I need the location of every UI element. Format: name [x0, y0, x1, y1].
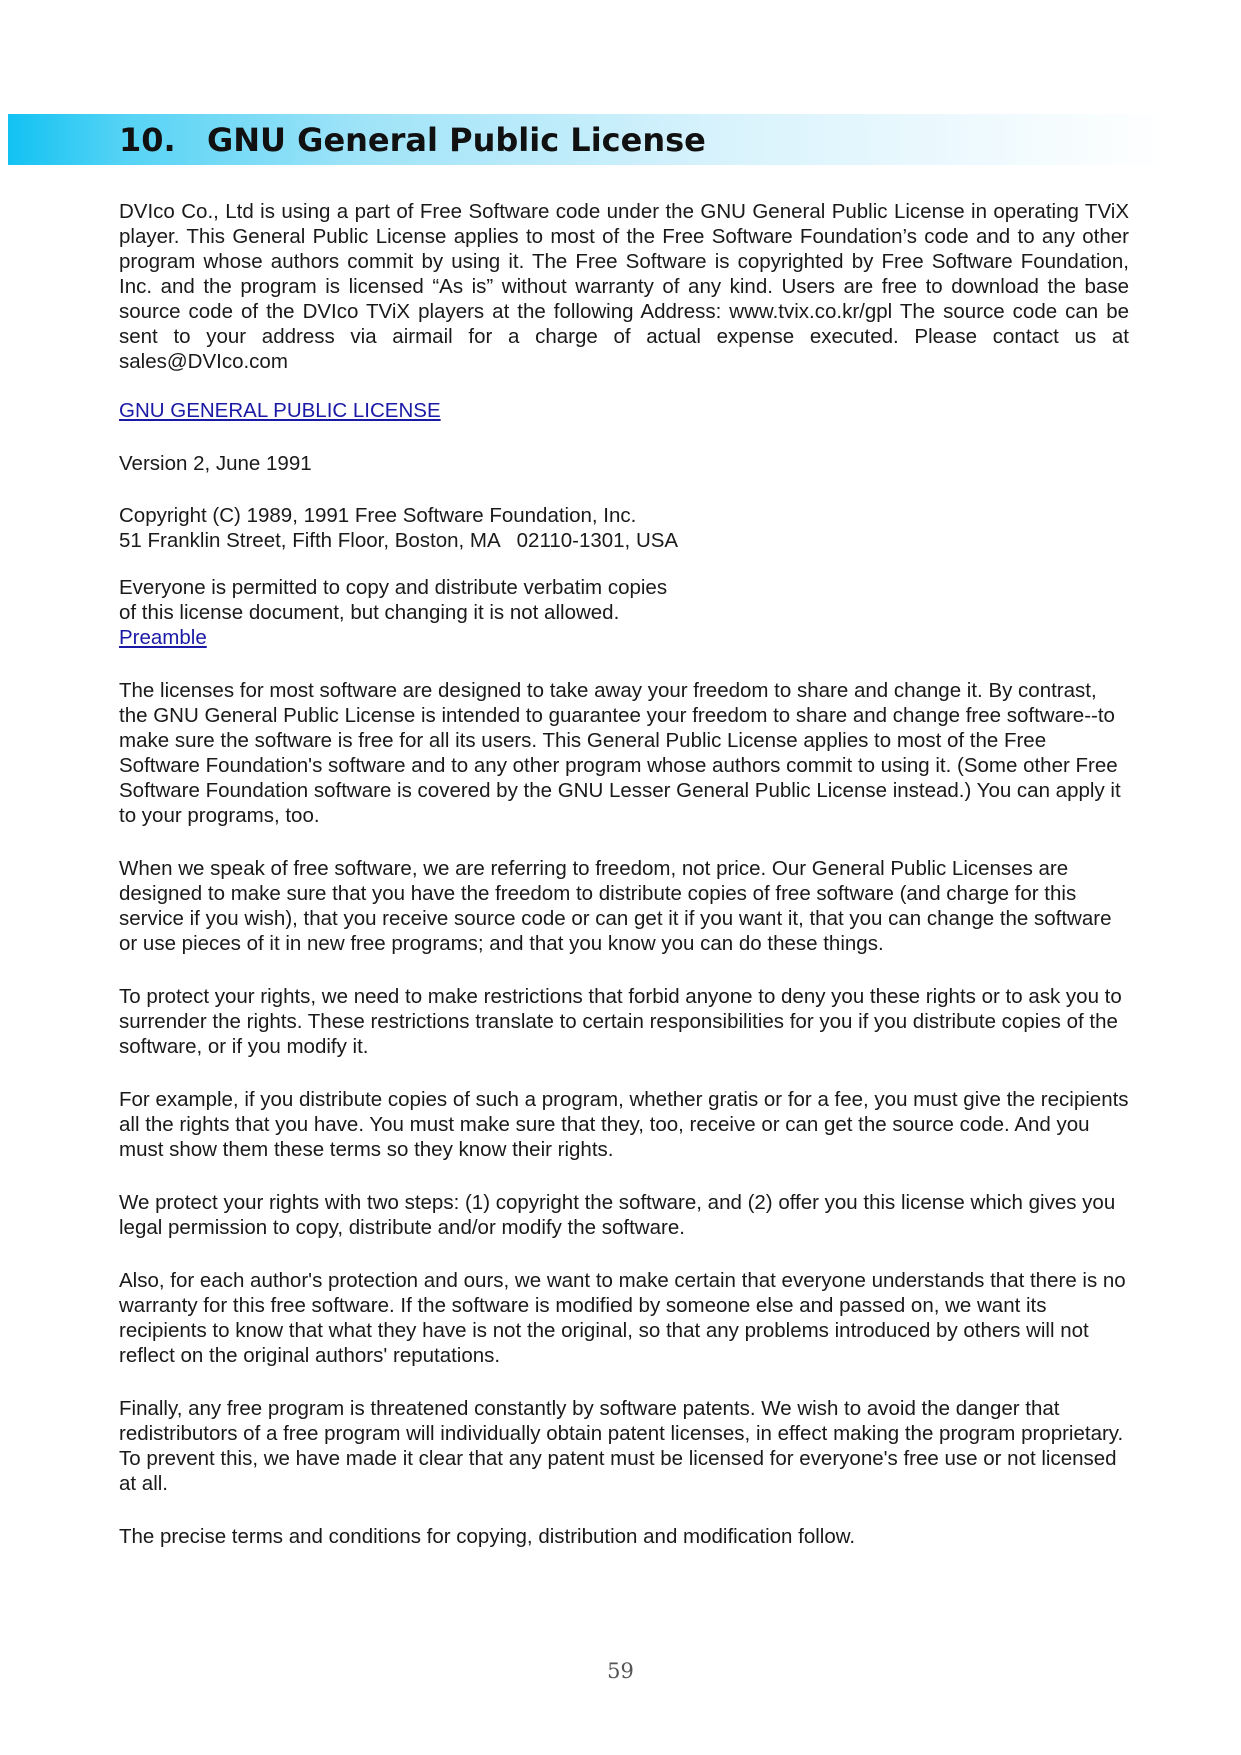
document-body: [119, 199, 1129, 1549]
paragraph-two-steps: We protect your rights with two steps: (1) copyright the software, and (2) offer you this license which gives you legal permission to copy, distribute and/or modify the software.: [119, 1191, 1116, 1239]
paragraph-freedom: The licenses for most software are designed to take away your freedom to share and change it. By contrast, the GNU General Public License is intended to guarantee your freedom to share and change free software--to make sure the software is free for all its users. This General Public License applies to most of the Free Software Foundation's software and to any other program whose authors commit to using it. (Some other Free Software Foundation software is covered by the GNU Lesser General Public License instead.) You can apply it to your programs, too.: [119, 679, 1121, 827]
section-number: 10.: [119, 121, 176, 159]
copyright-line: Copyright (C) 1989, 1991 Free Software Foundation, Inc.: [119, 504, 637, 527]
paragraph-free-software: When we speak of free software, we are referring to freedom, not price. Our General Public Licenses are designed to make sure that you have the freedom to distribute copies of free software (and charge for this service if you wish), that you receive source code or can get it if you want it, that you can change the software or use pieces of it in new free programs; and that you know you can do these things.: [119, 857, 1112, 955]
address-line: 51 Franklin Street, Fifth Floor, Boston, MA 02110-1301, USA: [119, 529, 679, 552]
preamble-link[interactable]: Preamble: [119, 626, 207, 649]
paragraph-example: For example, if you distribute copies of such a program, whether gratis or for a fee, you must give the recipients all the rights that you have. You must make sure that they, too, receive or can get the source code. And you must show them these terms so they know their rights.: [119, 1088, 1129, 1161]
copyright-block: [119, 503, 1129, 553]
gpl-license-link[interactable]: GNU GENERAL PUBLIC LICENSE: [119, 399, 441, 422]
paragraph-terms-follow: The precise terms and conditions for copying, distribution and modification follow.: [119, 1525, 856, 1548]
paragraph-restrictions: To protect your rights, we need to make restrictions that forbid anyone to deny you these rights or to ask you to surrender the rights. These restrictions translate to certain responsibilities for you if you distribute copies of the software, or if you modify it.: [119, 985, 1122, 1058]
version-text: Version 2, June 1991: [119, 452, 312, 475]
section-heading: [119, 116, 706, 164]
notice-line-1: Everyone is permitted to copy and distribute verbatim copies: [119, 576, 668, 599]
notice-line-2: of this license document, but changing it is not allowed.: [119, 601, 620, 624]
intro-paragraph: DVIco Co., Ltd is using a part of Free Software code under the GNU General Public License in operating TViX player. This General Public License applies to most of the Free Software Foundation’s code and to any other program whose authors commit by using it. The Free Software is copyrighted by Free Software Foundation, Inc. and the program is licensed “As is” without warranty of any kind. Users are free to download the base source code of the DVIco TViX players at the following Address: www.tvix.co.kr/gpl The source code can be sent to your address via airmail for a charge of actual expense executed. Please contact us at sales@DVIco.com: [119, 200, 1129, 373]
section-title: GNU General Public License: [207, 121, 706, 159]
permission-notice: [119, 575, 1129, 650]
page-number: 59: [607, 1659, 634, 1683]
paragraph-warranty: Also, for each author's protection and ours, we want to make certain that everyone understands that there is no warranty for this free software. If the software is modified by someone else and passed on, we want its recipients to know that what they have is not the original, so that any problems introduced by others will not reflect on the original authors' reputations.: [119, 1269, 1126, 1367]
paragraph-patents: Finally, any free program is threatened constantly by software patents. We wish to avoid the danger that redistributors of a free program will individually obtain patent licenses, in effect making the program proprietary. To prevent this, we have made it clear that any patent must be licensed for everyone's free use or not licensed at all.: [119, 1397, 1124, 1495]
